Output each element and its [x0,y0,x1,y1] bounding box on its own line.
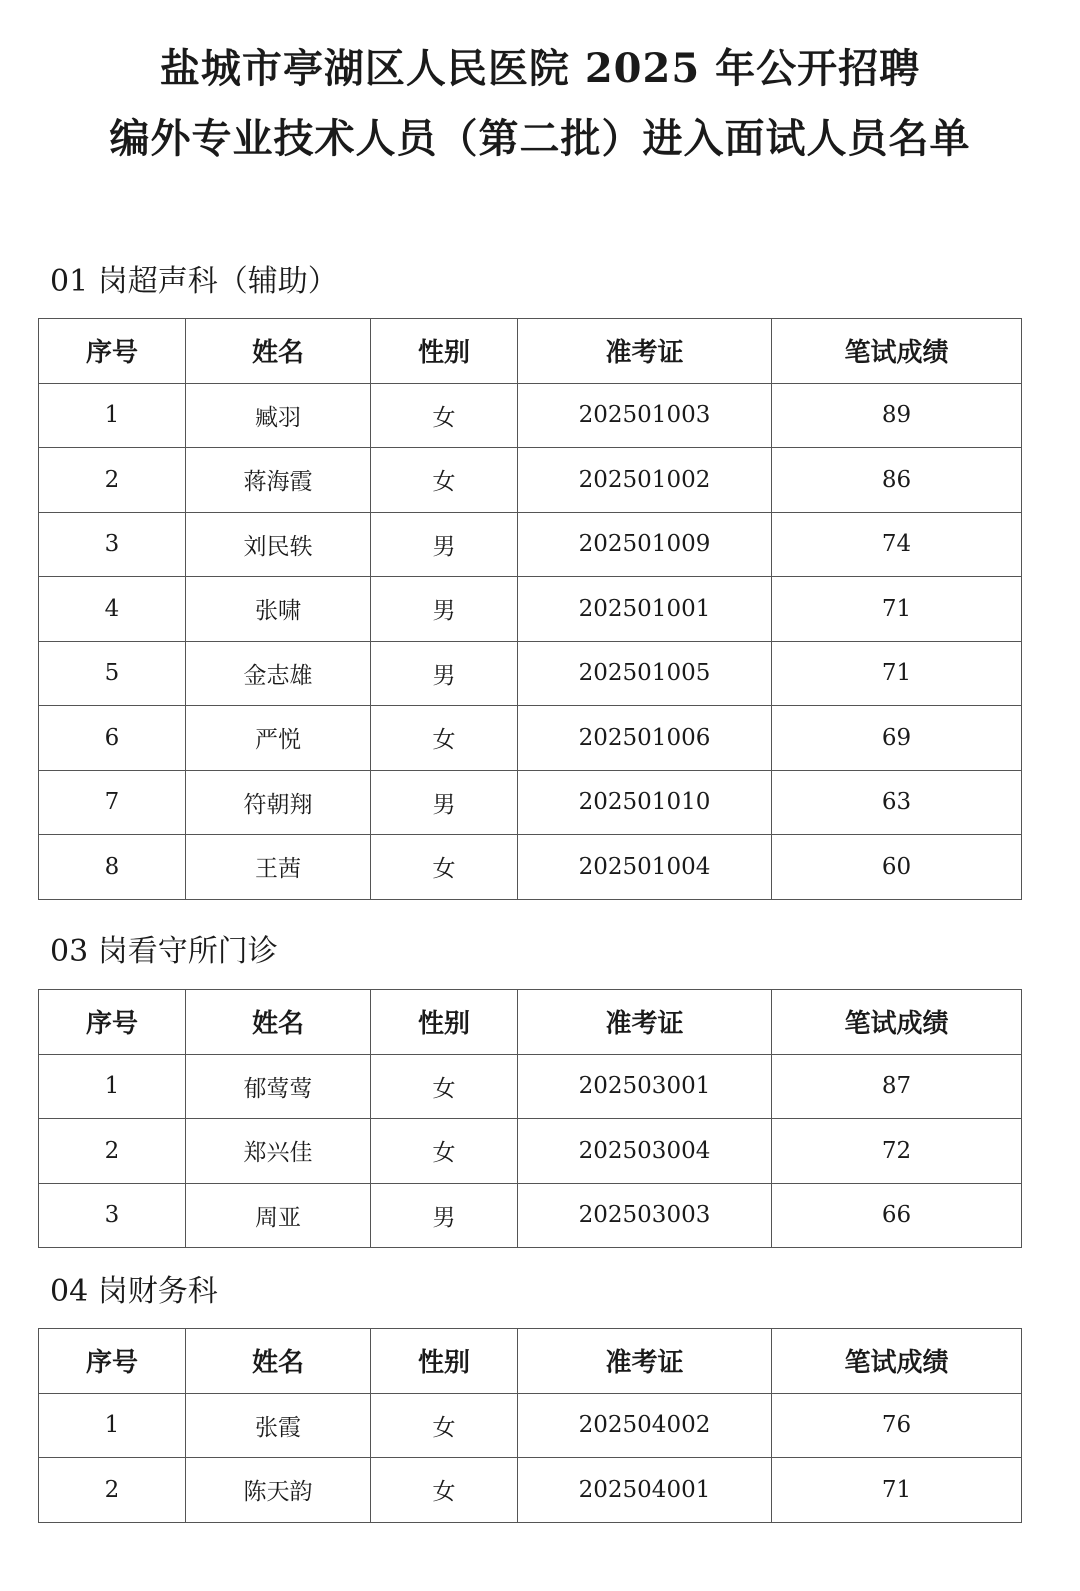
table-row [39,448,1022,513]
table-row [39,1119,1022,1184]
cell-index: 3 [39,512,186,577]
cell-index: 5 [39,641,186,706]
table-row [39,835,1022,900]
cell-index: 2 [39,1458,186,1523]
cell-index: 8 [39,835,186,900]
header-ticket: 准考证 [518,1329,772,1394]
header-score: 笔试成绩 [772,319,1022,384]
cell-score: 89 [772,383,1022,448]
cell-gender: 男 [371,1183,518,1248]
cell-score: 76 [772,1393,1022,1458]
table-row [39,706,1022,771]
cell-score: 63 [772,770,1022,835]
document-title-line-1: 盐城市亭湖区人民医院 2025 年公开招聘 [159,45,921,92]
header-name: 姓名 [186,990,371,1055]
table-section-01 [38,318,1022,900]
cell-gender: 女 [371,1054,518,1119]
cell-gender: 男 [371,770,518,835]
cell-gender: 男 [371,577,518,642]
table-row [39,641,1022,706]
cell-name: 周亚 [186,1183,371,1248]
cell-name: 张霞 [186,1393,371,1458]
cell-ticket: 202503001 [518,1054,772,1119]
cell-name: 符朝翔 [186,770,371,835]
cell-gender: 女 [371,706,518,771]
header-gender: 性别 [371,319,518,384]
cell-ticket: 202501010 [518,770,772,835]
cell-index: 1 [39,1393,186,1458]
cell-index: 7 [39,770,186,835]
cell-index: 2 [39,1119,186,1184]
header-gender: 性别 [371,990,518,1055]
cell-gender: 男 [371,641,518,706]
header-name: 姓名 [186,319,371,384]
cell-score: 74 [772,512,1022,577]
table-row [39,1183,1022,1248]
header-ticket: 准考证 [518,990,772,1055]
cell-ticket: 202501002 [518,448,772,513]
cell-gender: 女 [371,1393,518,1458]
cell-score: 87 [772,1054,1022,1119]
cell-score: 66 [772,1183,1022,1248]
table-section-04 [38,1328,1022,1523]
section-heading-04: 04 岗财务科 [50,1274,218,1309]
cell-name: 郑兴佳 [186,1119,371,1184]
cell-gender: 女 [371,835,518,900]
cell-name: 张啸 [186,577,371,642]
cell-name: 陈天韵 [186,1458,371,1523]
header-index: 序号 [39,319,186,384]
table-row [39,577,1022,642]
cell-ticket: 202503003 [518,1183,772,1248]
cell-name: 严悦 [186,706,371,771]
cell-ticket: 202504002 [518,1393,772,1458]
cell-index: 3 [39,1183,186,1248]
cell-name: 金志雄 [186,641,371,706]
cell-ticket: 202501004 [518,835,772,900]
cell-ticket: 202503004 [518,1119,772,1184]
table-header-row [39,990,1022,1055]
cell-score: 60 [772,835,1022,900]
header-gender: 性别 [371,1329,518,1394]
cell-name: 刘民轶 [186,512,371,577]
header-score: 笔试成绩 [772,1329,1022,1394]
table-row [39,1393,1022,1458]
header-index: 序号 [39,990,186,1055]
table-header-row [39,1329,1022,1394]
cell-name: 王茜 [186,835,371,900]
table-row [39,1458,1022,1523]
cell-gender: 女 [371,448,518,513]
cell-ticket: 202501009 [518,512,772,577]
table-header-row [39,319,1022,384]
cell-ticket: 202501006 [518,706,772,771]
table-section-03 [38,989,1022,1248]
header-index: 序号 [39,1329,186,1394]
cell-index: 1 [39,383,186,448]
cell-score: 86 [772,448,1022,513]
cell-index: 1 [39,1054,186,1119]
cell-gender: 女 [371,1458,518,1523]
cell-score: 71 [772,1458,1022,1523]
cell-gender: 男 [371,512,518,577]
cell-name: 蒋海霞 [186,448,371,513]
table-row [39,770,1022,835]
cell-index: 2 [39,448,186,513]
cell-index: 4 [39,577,186,642]
header-name: 姓名 [186,1329,371,1394]
cell-gender: 女 [371,1119,518,1184]
cell-ticket: 202504001 [518,1458,772,1523]
header-ticket: 准考证 [518,319,772,384]
cell-score: 72 [772,1119,1022,1184]
cell-score: 71 [772,641,1022,706]
header-score: 笔试成绩 [772,990,1022,1055]
cell-index: 6 [39,706,186,771]
document-title-line-2: 编外专业技术人员（第二批）进入面试人员名单 [109,115,971,162]
cell-name: 郁莺莺 [186,1054,371,1119]
section-heading-03: 03 岗看守所门诊 [50,934,278,969]
cell-score: 69 [772,706,1022,771]
cell-ticket: 202501003 [518,383,772,448]
table-row [39,383,1022,448]
table-row [39,512,1022,577]
cell-gender: 女 [371,383,518,448]
cell-ticket: 202501005 [518,641,772,706]
table-row [39,1054,1022,1119]
cell-name: 臧羽 [186,383,371,448]
section-heading-01: 01 岗超声科（辅助） [50,264,338,299]
cell-ticket: 202501001 [518,577,772,642]
cell-score: 71 [772,577,1022,642]
